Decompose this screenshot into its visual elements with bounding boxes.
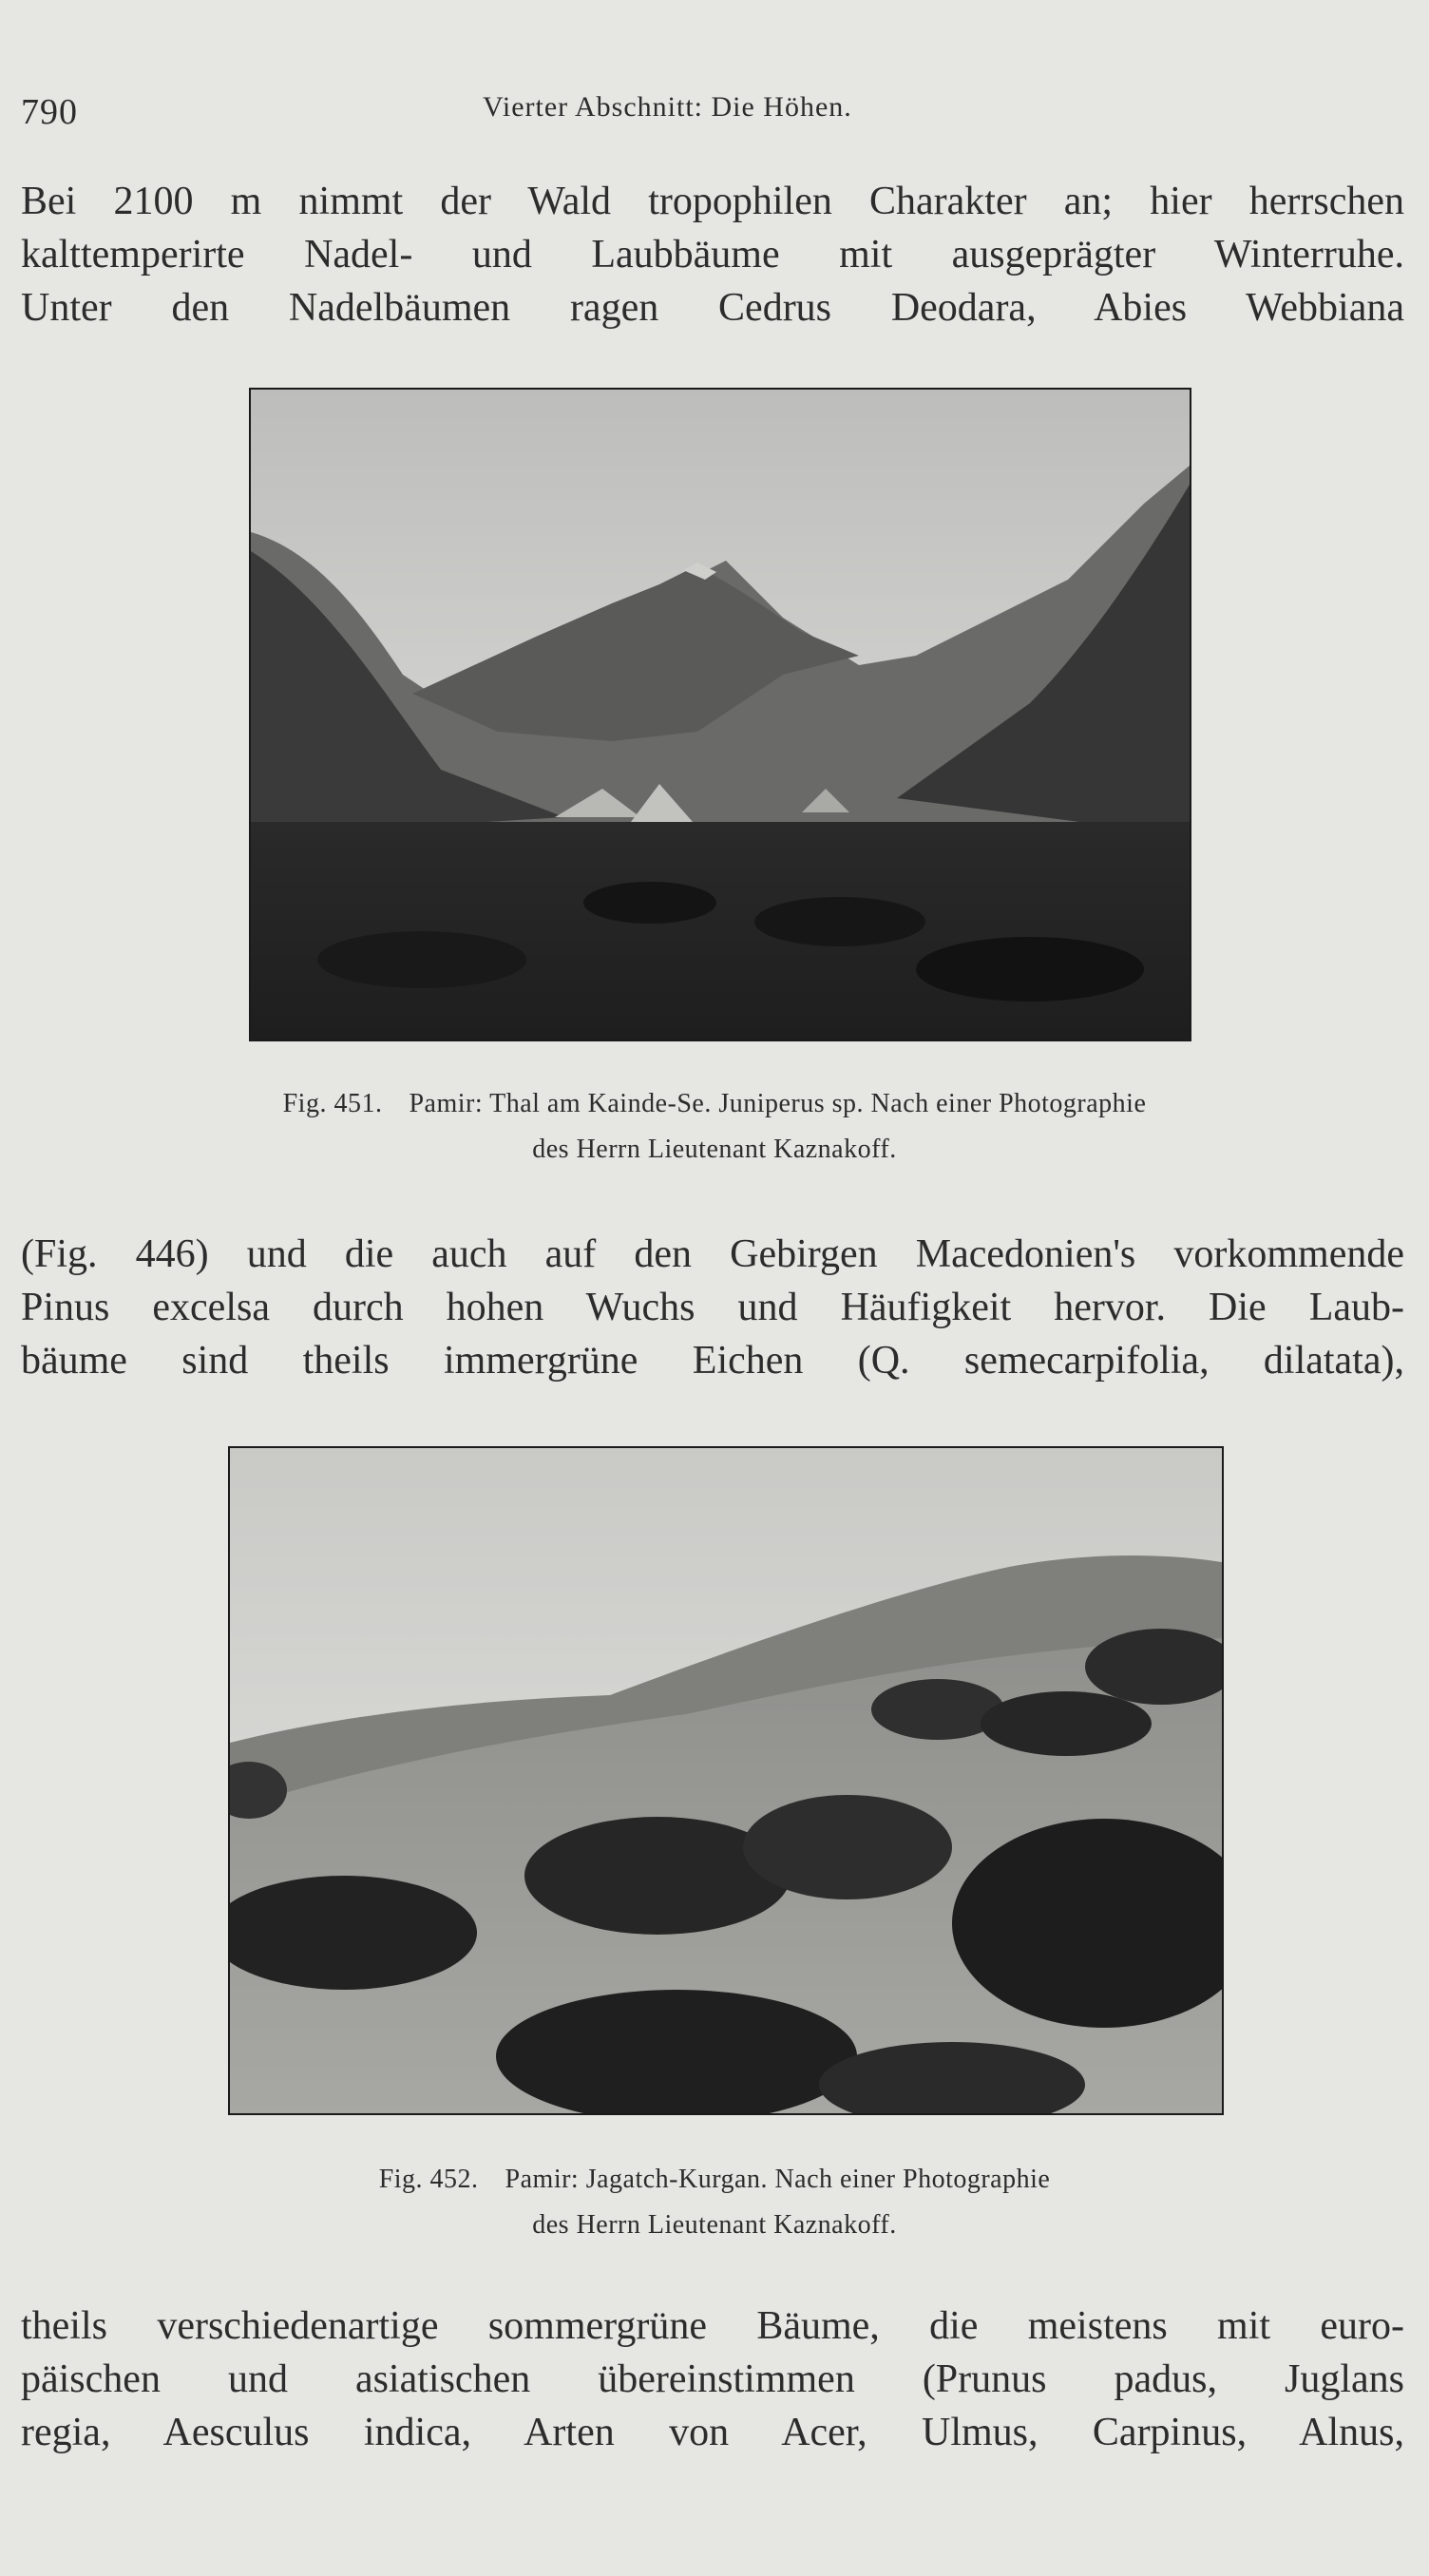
figure-451-caption: [0, 1081, 1429, 1173]
running-head: Vierter Abschnitt: Die Höhen.: [483, 91, 852, 123]
caption-text: Pamir: Jagatch-Kurgan. Nach einer Photographie: [505, 2165, 1051, 2194]
figure-452-photo: [228, 1446, 1224, 2115]
text-line: Bei 2100 m nimmt der Wald tropophilen Charakter an; hier herrschen: [21, 180, 1404, 223]
page-header: [0, 91, 1429, 139]
text-line: theils verschiedenartige sommergrüne Bäume, die meistens mit euro-: [21, 2304, 1404, 2348]
text-line: Unter den Nadelbäumen ragen Cedrus Deodara, Abies Webbiana: [21, 286, 1404, 330]
figure-label: Fig. 451.: [282, 1089, 383, 1118]
caption-line: [0, 2157, 1429, 2203]
caption-line: des Herrn Lieutenant Kaznakoff.: [532, 2210, 897, 2240]
text-line: bäume sind theils immergrüne Eichen (Q. semecarpifolia, dilatata),: [21, 1339, 1404, 1383]
paragraph-bottom: [21, 2299, 1404, 2459]
paragraph-top: [21, 175, 1404, 334]
text-line: regia, Aesculus indica, Arten von Acer, Ulmus, Carpinus, Alnus,: [21, 2411, 1404, 2454]
text-line: Pinus excelsa durch hohen Wuchs und Häufigkeit hervor. Die Laub-: [21, 1286, 1404, 1329]
figure-451-photo: [249, 388, 1191, 1041]
hillside-shrubs-photo: [230, 1448, 1222, 2113]
paragraph-middle: [21, 1228, 1404, 1387]
mountain-valley-photo: [251, 390, 1190, 1040]
figure-452-caption: [0, 2157, 1429, 2248]
text-line: (Fig. 446) und die auch auf den Gebirgen Macedonien's vorkommende: [21, 1232, 1404, 1276]
caption-line: [0, 1081, 1429, 1127]
caption-text: Pamir: Thal am Kainde-Se. Juniperus sp. Nach einer Photographie: [409, 1089, 1147, 1118]
figure-label: Fig. 452.: [378, 2165, 479, 2194]
page-number: 790: [21, 92, 78, 132]
caption-line: des Herrn Lieutenant Kaznakoff.: [532, 1135, 897, 1164]
text-line: kalttemperirte Nadel- und Laubbäume mit ausgeprägter Winterruhe.: [21, 233, 1404, 277]
text-line: päischen und asiatischen übereinstimmen (Prunus padus, Juglans: [21, 2357, 1404, 2401]
